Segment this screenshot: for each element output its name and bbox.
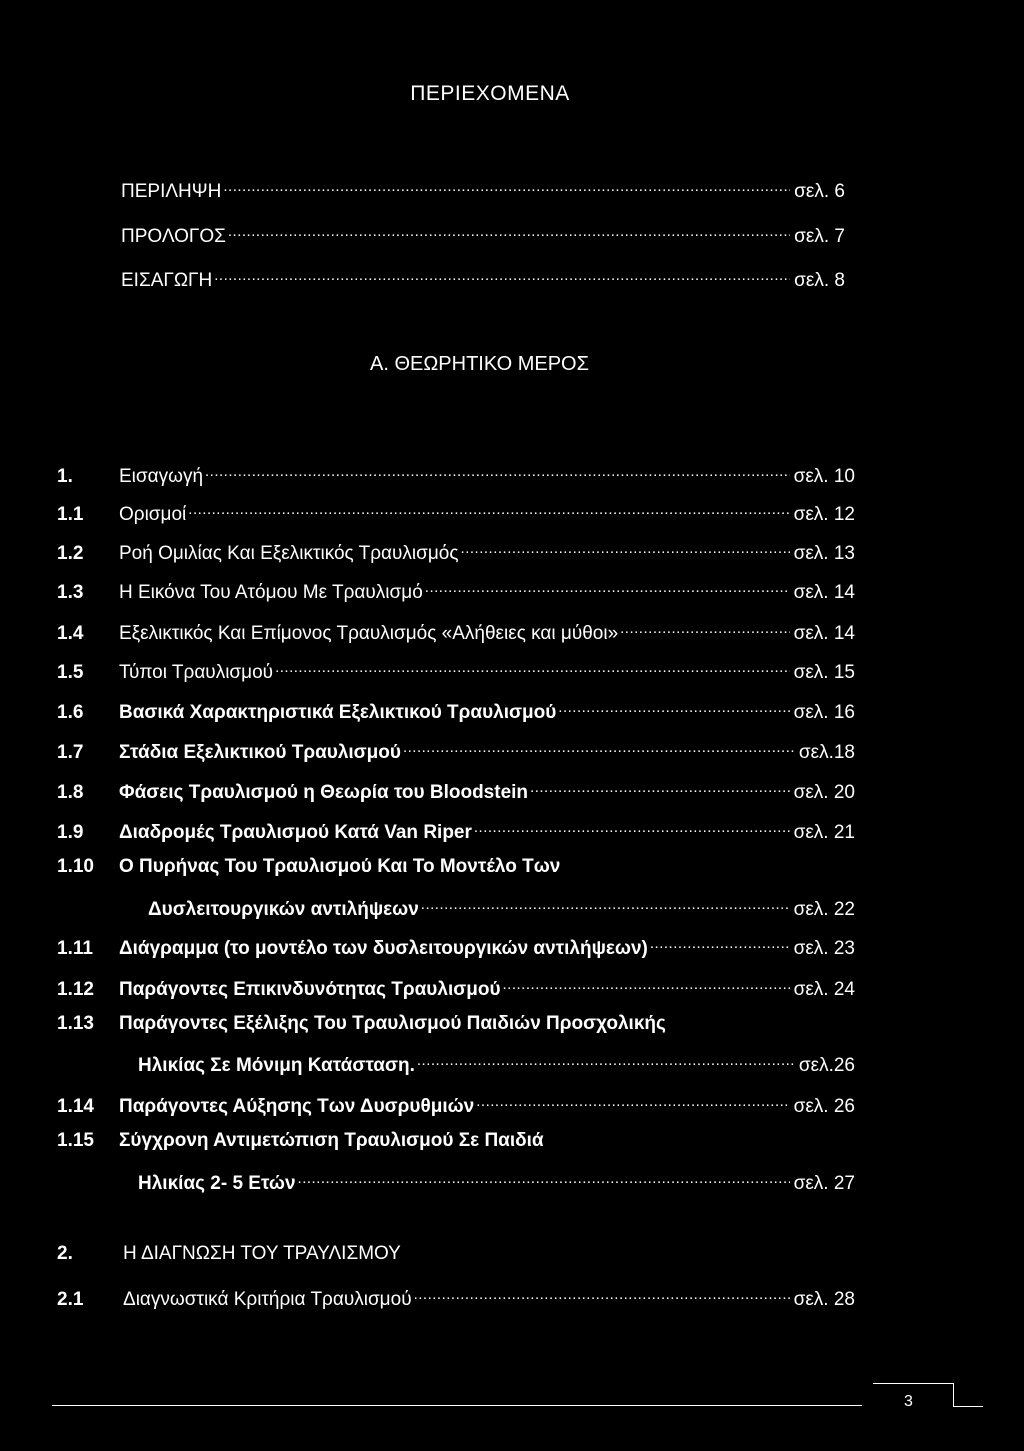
chapter-heading: 2. Η ΔΙΑΓΝΩΣΗ ΤΟΥ ΤΡΑΥΛΙΣΜΟΥ	[57, 1243, 401, 1264]
toc-entry: 1.15 Σύγχρονη Αντιμετώπιση Τραυλισμού Σε Παιδιά	[57, 1130, 544, 1151]
toc-entry: 1.5 Τύποι Τραυλισμού ..... σελ. 15	[57, 656, 855, 682]
footer-rule	[52, 1405, 862, 1406]
toc-entry: 1.12 Παράγοντες Επικινδυνότητας Τραυλισμού ..... σελ. 24	[57, 973, 855, 999]
toc-entry: 1.3 Η Εικόνα Του Ατόμου Με Τραυλισμό ..... σελ. 14	[57, 576, 855, 602]
page-number: 3	[904, 1393, 913, 1410]
toc-entry: 1.11 Διάγραμμα (το μοντέλο των δυσλειτουργικών αντιλήψεων) ..... σελ. 23	[57, 932, 855, 958]
toc-entry: 1.1 Ορισμοί ..... σελ. 12	[57, 498, 855, 524]
toc-entry: 1.4 Εξελικτικός Και Επίμονος Τραυλισμός «Αλήθειες και μύθοι» ..... σελ. 14	[57, 617, 855, 643]
toc-entry: 1.10 Ο Πυρήνας Του Τραυλισμού Και Το Μοντέλο Των	[57, 856, 561, 877]
toc-entry: 1.14 Παράγοντες Αύξησης Των Δυσρυθμιών ..... σελ. 26	[57, 1090, 855, 1116]
toc-entry: 1.13 Παράγοντες Εξέλιξης Του Τραυλισμού Παιδιών Προσχολικής	[57, 1013, 666, 1034]
toc-entry: 1.9 Διαδρομές Τραυλισμού Κατά Van Riper ..... σελ. 21	[57, 816, 855, 842]
toc-entry: 1.7 Στάδια Εξελικτικού Τραυλισμού ..... σελ.18	[57, 736, 855, 762]
toc-entry: 1.6 Βασικά Χαρακτηριστικά Εξελικτικού Τραυλισμού ..... σελ. 16	[57, 696, 855, 722]
toc-entry: 1.2 Ροή Ομιλίας Και Εξελικτικός Τραυλισμός ..... σελ. 13	[57, 537, 855, 563]
toc-entry: ΕΙΣΑΓΩΓΗ ..... σελ. 8	[121, 264, 845, 290]
toc-entry: 1. Εισαγωγή ..... σελ. 10	[57, 460, 855, 486]
page-title: ΠΕΡΙΕΧΟΜΕΝΑ	[410, 82, 570, 105]
toc-entry: ΠΕΡΙΛΗΨΗ ..... σελ. 6	[121, 175, 845, 201]
section-heading: Α. ΘΕΩΡΗΤΙΚΟ ΜΕΡΟΣ	[370, 353, 589, 375]
toc-entry: 2.1 Διαγνωστικά Κριτήρια Τραυλισμού ..... σελ. 28	[57, 1283, 855, 1309]
footer-rule	[953, 1406, 983, 1407]
toc-entry-continuation: Ηλικίας Σε Μόνιμη Κατάσταση. ..... σελ.26	[138, 1049, 855, 1075]
toc-entry: 1.8 Φάσεις Τραυλισμού η Θεωρία του Bloodstein ..... σελ. 20	[57, 776, 855, 802]
footer-rule	[953, 1383, 954, 1407]
toc-entry-continuation: Δυσλειτουργικών αντιλήψεων ..... σελ. 22	[148, 893, 855, 919]
toc-entry-continuation: Ηλικίας 2- 5 Ετών ..... σελ. 27	[138, 1167, 855, 1193]
footer-rule	[873, 1383, 953, 1384]
toc-entry: ΠΡΟΛΟΓΟΣ ..... σελ. 7	[121, 220, 845, 246]
